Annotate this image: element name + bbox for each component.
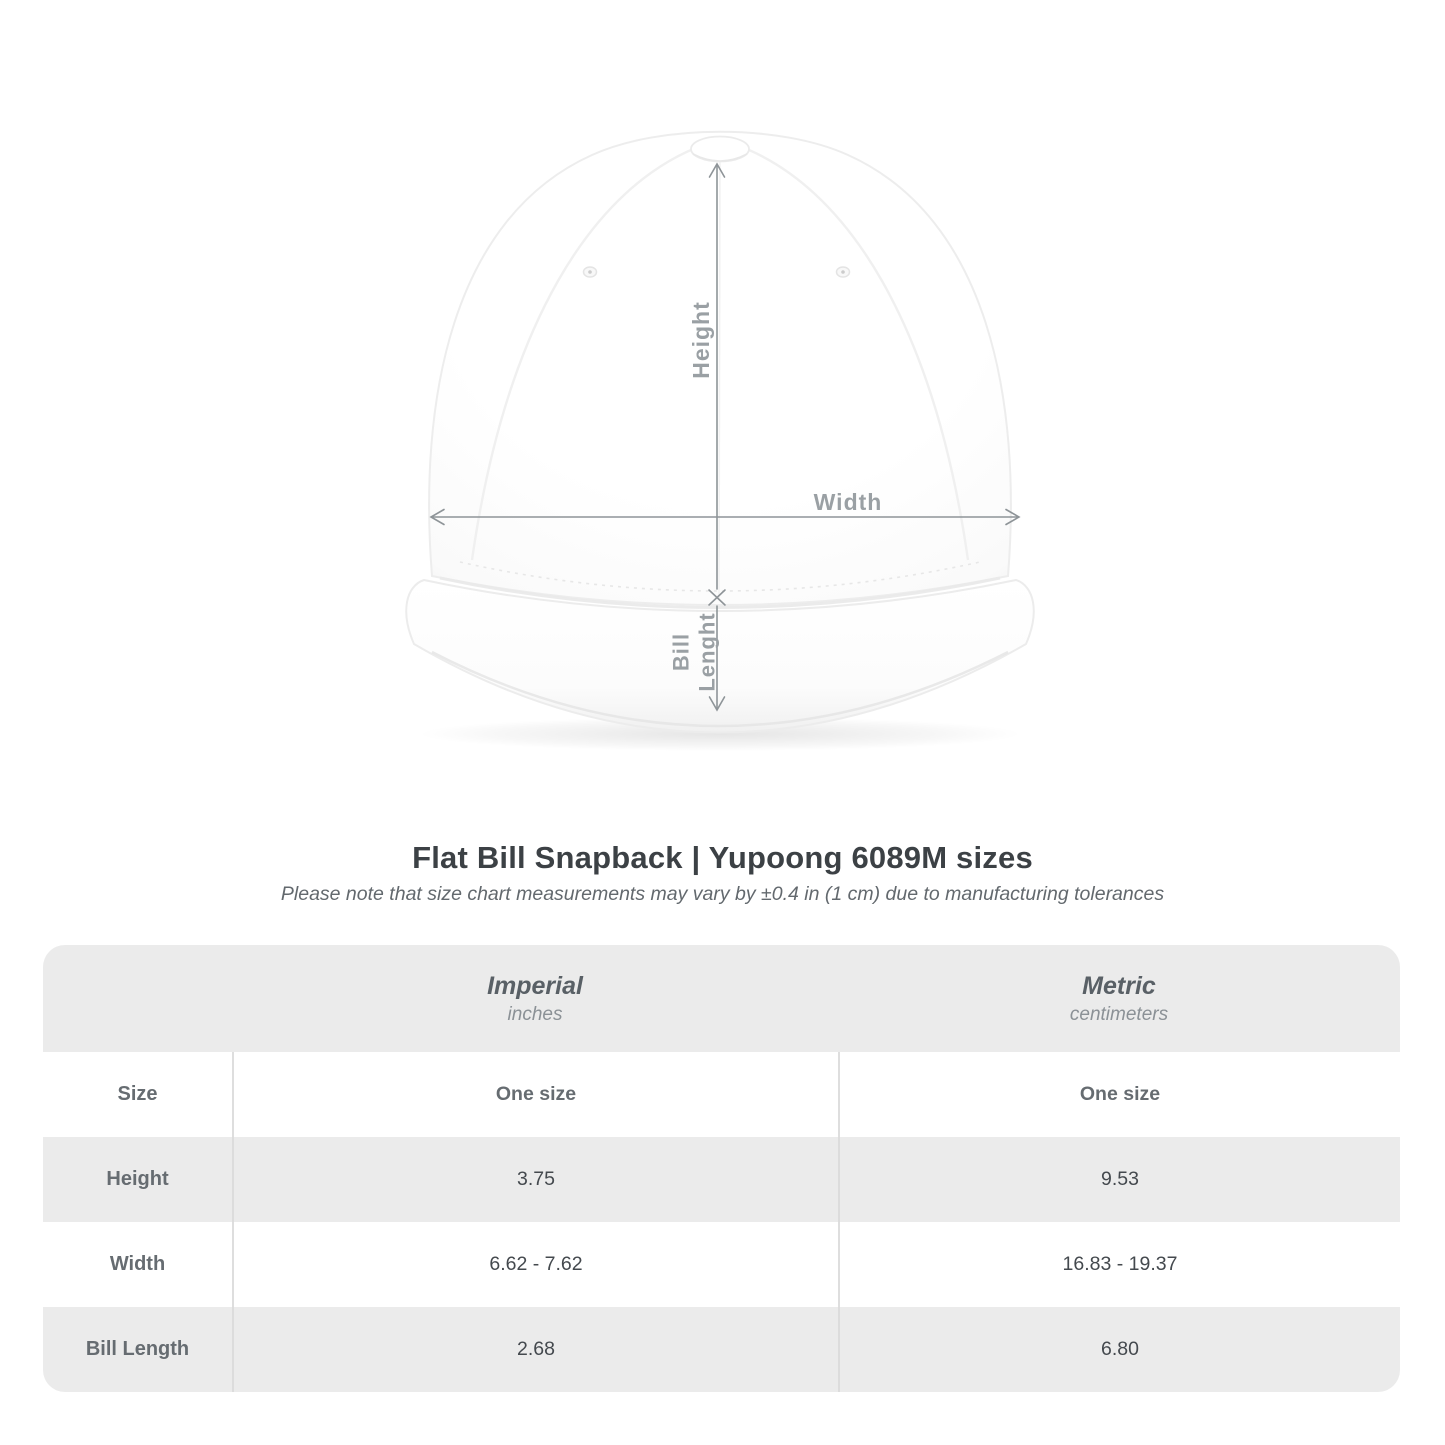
row-label: Height xyxy=(106,1168,169,1190)
page-title: Flat Bill Snapback | Yupoong 6089M sizes xyxy=(412,840,1033,875)
metric-value: 16.83 - 19.37 xyxy=(838,1222,1400,1307)
size-table xyxy=(43,945,1400,1392)
size-table-header xyxy=(43,945,1400,1052)
hat-seam-center xyxy=(719,140,720,600)
column-title: Imperial xyxy=(487,971,583,1000)
table-row-width xyxy=(43,1222,1400,1307)
imperial-value: 3.75 xyxy=(232,1137,838,1222)
column-unit: inches xyxy=(507,1003,563,1025)
column-header-imperial xyxy=(232,945,838,1052)
imperial-value: 2.68 xyxy=(232,1307,838,1392)
table-row-height xyxy=(43,1137,1400,1222)
column-unit: centimeters xyxy=(1069,1003,1169,1025)
metric-value: 6.80 xyxy=(838,1307,1400,1392)
width-dimension-label: Width xyxy=(813,489,883,515)
height-dimension-label: Height xyxy=(688,301,714,379)
hat-diagram xyxy=(370,85,1070,765)
hat-eyelet-right xyxy=(837,267,850,277)
imperial-value: One size xyxy=(232,1052,838,1137)
metric-value: 9.53 xyxy=(838,1137,1400,1222)
row-label: Bill Length xyxy=(85,1338,190,1360)
column-header-metric xyxy=(838,945,1400,1052)
tolerance-note: Please note that size chart measurements may vary by ±0.4 in (1 cm) due to manufacturing tolerances xyxy=(280,883,1165,905)
metric-value: One size xyxy=(838,1052,1400,1137)
snapback-hat-front-image xyxy=(370,85,1070,765)
table-row-bill-length xyxy=(43,1307,1400,1392)
imperial-value: 6.62 - 7.62 xyxy=(232,1222,838,1307)
row-label: Size xyxy=(117,1083,158,1105)
bill-length-dimension-label-line1: Bill xyxy=(668,632,694,672)
bill-length-dimension-label-line2: Lenght xyxy=(694,612,720,692)
table-row-size xyxy=(43,1052,1400,1137)
column-title: Metric xyxy=(1082,971,1156,1000)
corner-spacer xyxy=(43,945,232,1052)
row-label: Width xyxy=(109,1253,166,1275)
hat-eyelet-left xyxy=(584,267,597,277)
